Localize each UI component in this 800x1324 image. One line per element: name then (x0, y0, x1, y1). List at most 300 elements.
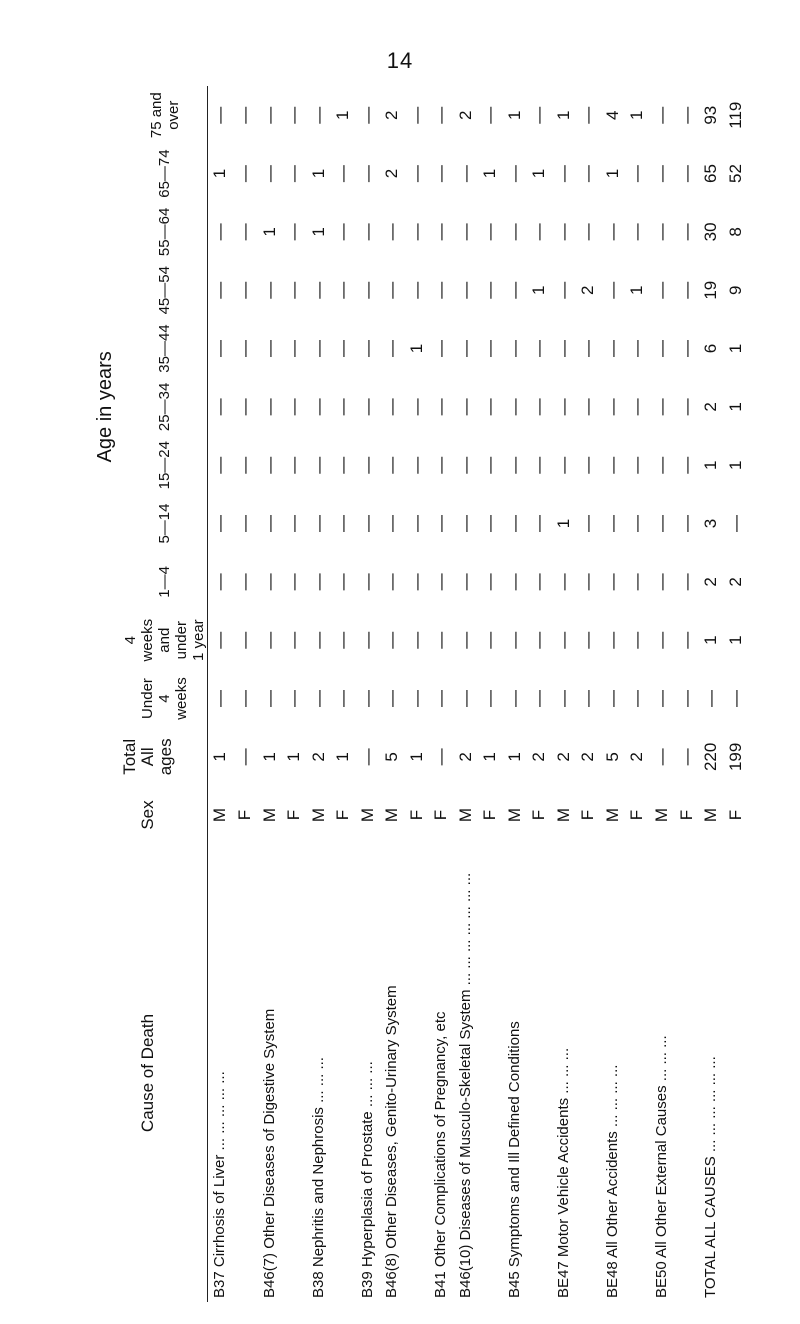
table-row (233, 86, 258, 1302)
value-cell: — (602, 631, 622, 649)
header-age-col: 65—74 (122, 144, 208, 202)
cause-cell (723, 844, 748, 1302)
value-cell: — (357, 573, 377, 591)
value-cell: — (504, 456, 524, 474)
sex-cell: M (259, 807, 279, 823)
value-cell: — (602, 281, 622, 299)
value-cell: — (553, 340, 573, 358)
value-cell: — (357, 340, 377, 358)
value-cell: — (529, 340, 549, 358)
cause-cell (404, 844, 429, 1302)
value-cell: 1 (725, 635, 745, 645)
cause-cell: B46(8) Other Diseases, Genito-Urinary System (383, 985, 401, 1298)
value-cell: — (431, 165, 451, 183)
header-total: Total All ages (88, 728, 208, 786)
value-cell: — (578, 573, 598, 591)
value-cell: — (333, 398, 353, 416)
sex-cell: M (701, 807, 721, 823)
value-cell: — (431, 223, 451, 241)
value-cell: — (210, 456, 230, 474)
value-cell: — (652, 631, 672, 649)
value-cell: — (504, 631, 524, 649)
value-cell: — (652, 573, 672, 591)
value-cell: — (210, 398, 230, 416)
value-cell: 19 (701, 280, 721, 300)
value-cell: — (529, 690, 549, 708)
cause-cell: TOTAL ALL CAUSES ... ... ... ... ... ... (702, 1056, 720, 1298)
value-cell: — (431, 106, 451, 124)
value-cell: — (234, 456, 254, 474)
sex-cell: F (725, 809, 745, 821)
value-cell: — (553, 690, 573, 708)
cause-cell: B39 Hyperplasia of Prostate ... ... ... (358, 1061, 376, 1298)
value-cell: 1 (725, 460, 745, 470)
value-cell: 2 (455, 110, 475, 120)
value-cell: — (480, 398, 500, 416)
value-cell: — (455, 456, 475, 474)
value-cell: — (333, 631, 353, 649)
value-cell: — (602, 456, 622, 474)
value-cell: — (382, 690, 402, 708)
value-cell: — (504, 398, 524, 416)
value-cell: — (455, 281, 475, 299)
value-cell: 1 (553, 110, 573, 120)
value-cell: — (602, 398, 622, 416)
sex-cell: F (234, 809, 254, 821)
cause-cell: BE48 All Other Accidents ... ... ... ... (603, 1064, 621, 1298)
value-cell: 6 (701, 343, 721, 354)
value-cell: — (676, 456, 696, 474)
value-cell: 1 (504, 752, 524, 762)
cause-of-death-table (88, 86, 748, 1302)
value-cell: — (553, 165, 573, 183)
value-cell: — (210, 631, 230, 649)
value-cell: — (480, 106, 500, 124)
cause-cell: B46(7) Other Diseases of Digestive System (260, 1008, 278, 1298)
cause-cell: BE50 All Other External Causes ... ... ... (653, 1035, 671, 1298)
value-cell: — (234, 573, 254, 591)
value-cell: — (333, 281, 353, 299)
value-cell: — (308, 281, 328, 299)
value-cell: 220 (701, 742, 721, 772)
cause-cell (527, 844, 552, 1302)
value-cell: — (676, 515, 696, 533)
value-cell: — (529, 223, 549, 241)
value-cell: — (284, 456, 304, 474)
table-row (257, 86, 282, 1302)
value-cell: 1 (529, 285, 549, 295)
value-cell: — (504, 573, 524, 591)
value-cell: — (308, 106, 328, 124)
value-cell: — (357, 748, 377, 766)
value-cell: — (406, 223, 426, 241)
value-cell: — (652, 165, 672, 183)
value-cell: — (382, 573, 402, 591)
table-row (552, 86, 577, 1302)
value-cell: — (382, 631, 402, 649)
value-cell: — (455, 631, 475, 649)
table-row (527, 86, 552, 1302)
value-cell: 1 (725, 402, 745, 412)
value-cell: — (431, 631, 451, 649)
value-cell: 1 (333, 110, 353, 120)
value-cell: — (455, 398, 475, 416)
header-age-col: 45—54 (122, 261, 208, 319)
cause-cell (331, 844, 356, 1302)
value-cell: — (382, 223, 402, 241)
value-cell: — (455, 165, 475, 183)
value-cell: — (676, 748, 696, 766)
table-row (282, 86, 307, 1302)
value-cell: — (480, 631, 500, 649)
value-cell: 1 (725, 343, 745, 354)
value-cell: — (357, 398, 377, 416)
header-age-col: 5—14 (122, 494, 208, 552)
value-cell: — (284, 106, 304, 124)
value-cell: — (406, 515, 426, 533)
cause-cell (233, 844, 258, 1302)
value-cell: — (431, 398, 451, 416)
value-cell: — (431, 748, 451, 766)
value-cell: — (333, 456, 353, 474)
value-cell: — (284, 631, 304, 649)
value-cell: — (333, 223, 353, 241)
value-cell: — (652, 398, 672, 416)
value-cell: — (504, 223, 524, 241)
value-cell: — (284, 690, 304, 708)
value-cell: — (234, 106, 254, 124)
cause-cell: B45 Symptoms and Ill Defined Conditions (505, 1021, 523, 1298)
value-cell: — (259, 456, 279, 474)
value-cell: — (627, 398, 647, 416)
value-cell: 8 (725, 227, 745, 237)
value-cell: — (284, 223, 304, 241)
value-cell: — (676, 223, 696, 241)
value-cell: — (529, 106, 549, 124)
sex-cell: F (578, 809, 598, 821)
value-cell: — (308, 515, 328, 533)
header-age-col: 25—34 (122, 378, 208, 436)
sex-cell: F (480, 809, 500, 821)
table-row (674, 86, 699, 1302)
cause-cell (576, 844, 601, 1302)
value-cell: — (455, 223, 475, 241)
value-cell: — (578, 456, 598, 474)
value-cell: 2 (455, 752, 475, 762)
header-age-in-years: Age in years (93, 351, 116, 463)
value-cell: — (234, 398, 254, 416)
table-body (208, 86, 749, 1302)
value-cell: — (676, 340, 696, 358)
value-cell: — (676, 398, 696, 416)
sex-cell: F (431, 809, 451, 821)
value-cell: — (480, 456, 500, 474)
cause-cell (674, 844, 699, 1302)
value-cell: — (308, 340, 328, 358)
value-cell: — (284, 165, 304, 183)
value-cell: — (602, 223, 622, 241)
value-cell: 119 (725, 101, 745, 129)
value-cell: 2 (627, 752, 647, 762)
value-cell: — (357, 106, 377, 124)
header-sex: Sex (88, 786, 208, 844)
value-cell: — (553, 398, 573, 416)
value-cell: — (333, 573, 353, 591)
header-age-col: 4 weeks and under 1 year (122, 611, 208, 669)
table-row (331, 86, 356, 1302)
value-cell: — (627, 223, 647, 241)
value-cell: — (431, 340, 451, 358)
value-cell: — (578, 398, 598, 416)
sex-cell: M (357, 807, 377, 823)
value-cell: — (553, 573, 573, 591)
value-cell: 2 (701, 577, 721, 587)
cause-cell: B38 Nephritis and Nephrosis ... ... ... (309, 1057, 327, 1298)
value-cell: — (627, 165, 647, 183)
value-cell: — (504, 690, 524, 708)
value-cell: — (676, 281, 696, 299)
value-cell: — (284, 281, 304, 299)
value-cell: — (382, 456, 402, 474)
value-cell: — (284, 398, 304, 416)
value-cell: — (406, 690, 426, 708)
value-cell: 1 (504, 110, 524, 120)
value-cell: 4 (602, 110, 622, 120)
value-cell: 52 (725, 164, 745, 184)
value-cell: — (357, 631, 377, 649)
value-cell: — (578, 340, 598, 358)
table-row (429, 86, 454, 1302)
value-cell: — (333, 515, 353, 533)
sex-cell: M (553, 807, 573, 823)
value-cell: — (652, 340, 672, 358)
value-cell: — (210, 281, 230, 299)
value-cell: — (652, 223, 672, 241)
header-age-col: 15—24 (122, 436, 208, 494)
value-cell: — (578, 223, 598, 241)
value-cell: — (725, 690, 745, 708)
value-cell: — (602, 573, 622, 591)
table-row (723, 86, 748, 1302)
header-age-col: 1—4 (122, 553, 208, 611)
value-cell: — (259, 281, 279, 299)
value-cell: — (652, 748, 672, 766)
value-cell: — (480, 223, 500, 241)
value-cell: — (480, 515, 500, 533)
value-cell: — (504, 340, 524, 358)
header-cause: Cause of Death (88, 844, 208, 1302)
value-cell: — (259, 515, 279, 533)
value-cell: 2 (382, 110, 402, 120)
sex-cell: F (676, 809, 696, 821)
value-cell: 93 (701, 105, 721, 125)
value-cell: — (259, 573, 279, 591)
value-cell: 1 (602, 168, 622, 179)
value-cell: — (431, 690, 451, 708)
value-cell: 1 (210, 168, 230, 179)
value-cell: — (627, 456, 647, 474)
value-cell: 2 (553, 752, 573, 762)
value-cell: — (529, 456, 549, 474)
value-cell: — (504, 515, 524, 533)
value-cell: — (627, 690, 647, 708)
value-cell: — (357, 223, 377, 241)
value-cell: 1 (284, 752, 304, 762)
value-cell: — (529, 631, 549, 649)
value-cell: 1 (553, 518, 573, 529)
rotated-table (88, 86, 748, 1302)
sex-cell: F (529, 809, 549, 821)
value-cell: 1 (259, 752, 279, 762)
value-cell: 2 (701, 402, 721, 412)
value-cell: — (333, 690, 353, 708)
value-cell: — (676, 573, 696, 591)
value-cell: — (504, 281, 524, 299)
page-number: 14 (386, 48, 414, 73)
value-cell: 3 (701, 518, 721, 529)
value-cell: — (431, 573, 451, 591)
table-row (380, 86, 405, 1302)
value-cell: — (406, 573, 426, 591)
value-cell: — (406, 398, 426, 416)
value-cell: — (701, 690, 721, 708)
value-cell: — (357, 456, 377, 474)
header-age-col: 75 and over (122, 86, 208, 144)
table-row (478, 86, 503, 1302)
value-cell: — (652, 106, 672, 124)
value-cell: — (553, 631, 573, 649)
value-cell: — (357, 690, 377, 708)
value-cell: — (406, 456, 426, 474)
value-cell: — (553, 223, 573, 241)
value-cell: — (259, 165, 279, 183)
value-cell: — (210, 573, 230, 591)
value-cell: 1 (701, 635, 721, 645)
value-cell: — (234, 165, 254, 183)
value-cell: — (529, 398, 549, 416)
cause-cell: B41 Other Complications of Pregnancy, etc (432, 1011, 450, 1298)
value-cell: — (627, 515, 647, 533)
value-cell: — (480, 340, 500, 358)
value-cell: — (676, 631, 696, 649)
value-cell: — (652, 690, 672, 708)
value-cell: — (406, 631, 426, 649)
value-cell: — (480, 573, 500, 591)
value-cell: — (382, 398, 402, 416)
value-cell: — (308, 690, 328, 708)
table-row (650, 86, 675, 1302)
value-cell: — (676, 106, 696, 124)
value-cell: — (676, 690, 696, 708)
value-cell: — (578, 106, 598, 124)
value-cell: — (627, 631, 647, 649)
value-cell: — (308, 398, 328, 416)
value-cell: — (382, 515, 402, 533)
value-cell: — (284, 573, 304, 591)
value-cell: — (234, 340, 254, 358)
value-cell: 1 (210, 752, 230, 762)
value-cell: — (284, 340, 304, 358)
value-cell: — (529, 515, 549, 533)
value-cell: — (431, 281, 451, 299)
value-cell: — (578, 165, 598, 183)
value-cell: — (210, 690, 230, 708)
table-row (454, 86, 479, 1302)
value-cell: 65 (701, 164, 721, 184)
value-cell: 2 (578, 285, 598, 295)
value-cell: — (652, 456, 672, 474)
cause-cell: B37 Cirrhosis of Liver ... ... ... ... ... (211, 1071, 229, 1298)
value-cell: — (652, 515, 672, 533)
value-cell: 2 (529, 752, 549, 762)
sex-cell: M (308, 807, 328, 823)
value-cell: — (652, 281, 672, 299)
value-cell: — (455, 690, 475, 708)
value-cell: 1 (308, 168, 328, 179)
value-cell: 2 (382, 168, 402, 179)
value-cell: — (357, 281, 377, 299)
value-cell: — (259, 340, 279, 358)
header-age-col: Under 4 weeks (122, 669, 208, 727)
value-cell: — (259, 106, 279, 124)
value-cell: — (627, 573, 647, 591)
value-cell: — (431, 456, 451, 474)
cause-cell (478, 844, 503, 1302)
value-cell: — (602, 690, 622, 708)
value-cell: 1 (406, 752, 426, 762)
value-cell: — (382, 340, 402, 358)
sex-cell: M (602, 807, 622, 823)
value-cell: — (455, 515, 475, 533)
value-cell: — (431, 515, 451, 533)
value-cell: — (725, 515, 745, 533)
value-cell: — (455, 340, 475, 358)
value-cell: 1 (406, 343, 426, 354)
value-cell: 1 (333, 752, 353, 762)
value-cell: — (553, 281, 573, 299)
table-row (625, 86, 650, 1302)
value-cell: — (333, 165, 353, 183)
value-cell: — (602, 515, 622, 533)
value-cell: — (234, 631, 254, 649)
value-cell: — (406, 281, 426, 299)
header-age-col: 35—44 (122, 319, 208, 377)
sex-cell: M (652, 807, 672, 823)
value-cell: 1 (627, 285, 647, 295)
cause-cell: BE47 Motor Vehicle Accidents ... ... ... (554, 1047, 572, 1298)
table-row (306, 86, 331, 1302)
value-cell: — (578, 690, 598, 708)
value-cell: — (406, 165, 426, 183)
mortality-table-container (88, 86, 748, 1302)
value-cell: — (602, 340, 622, 358)
sex-cell: F (627, 809, 647, 821)
value-cell: 2 (308, 752, 328, 762)
value-cell: 1 (627, 110, 647, 120)
value-cell: 199 (725, 742, 745, 772)
value-cell: 30 (701, 222, 721, 242)
value-cell: — (284, 515, 304, 533)
sex-cell: M (210, 807, 230, 823)
sex-cell: M (382, 807, 402, 823)
cause-cell (282, 844, 307, 1302)
table-row (503, 86, 528, 1302)
value-cell: 1 (529, 168, 549, 179)
header-age-col: 55—64 (122, 203, 208, 261)
table-row (699, 86, 724, 1302)
value-cell: 2 (725, 577, 745, 587)
value-cell: — (504, 165, 524, 183)
